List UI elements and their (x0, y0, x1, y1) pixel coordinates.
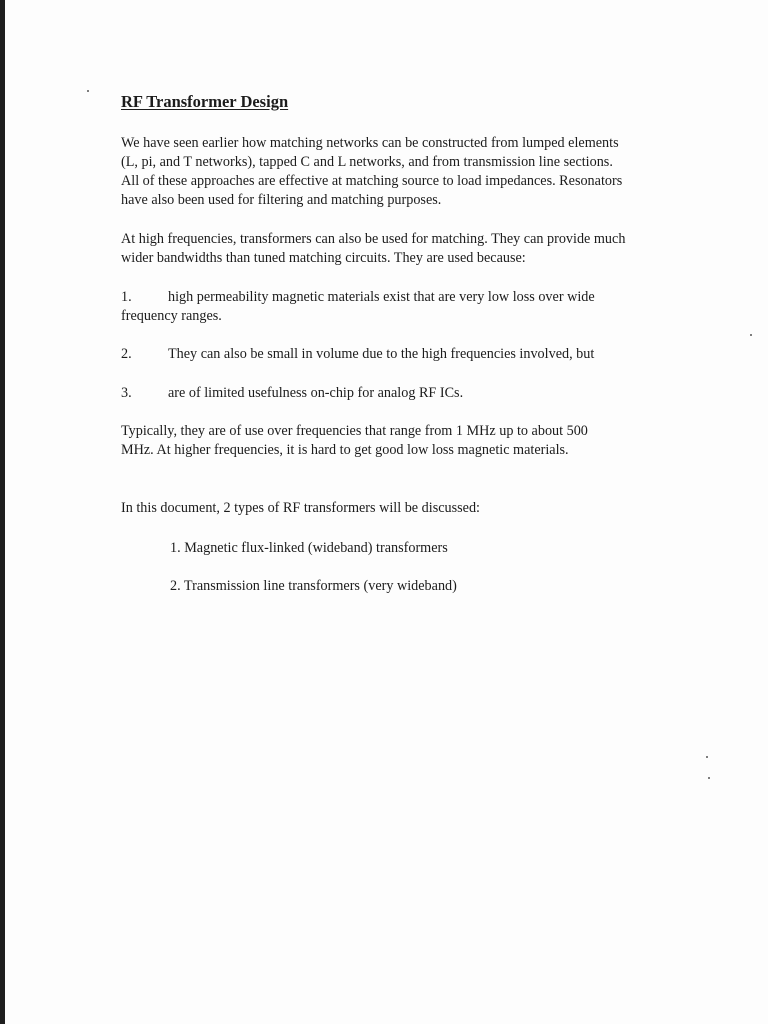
reason-item-2 (121, 345, 594, 364)
reason-text: high permeability magnetic materials exist that are very low loss over wide (168, 289, 595, 305)
type-item-2: 2. Transmission line transformers (very wideband) (170, 578, 457, 594)
scan-speck (87, 90, 89, 92)
typical-line: Typically, they are of use over frequencies that range from 1 MHz up to about 500 (121, 423, 588, 439)
intro-line: All of these approaches are effective at matching source to load impedances. Resonators (121, 173, 623, 189)
reason-continuation: frequency ranges. (121, 308, 222, 324)
high-freq-line: wider bandwidths than tuned matching circuits. They are used because: (121, 250, 526, 266)
reason-item-3 (121, 384, 463, 403)
intro-line: (L, pi, and T networks), tapped C and L networks, and from transmission line sections. (121, 154, 613, 170)
reason-item-1 (121, 288, 595, 307)
intro-line: have also been used for filtering and matching purposes. (121, 192, 442, 208)
scan-speck (708, 777, 710, 779)
type-item-1: 1. Magnetic flux-linked (wideband) transformers (170, 540, 448, 556)
high-freq-line: At high frequencies, transformers can also be used for matching. They can provide much (121, 231, 626, 247)
intro-line: We have seen earlier how matching networks can be constructed from lumped elements (121, 135, 619, 151)
scan-speck (750, 334, 752, 336)
reason-number: 2. (121, 346, 132, 362)
reason-text: are of limited usefulness on-chip for analog RF ICs. (168, 385, 464, 401)
document-title: RF Transformer Design (121, 92, 289, 111)
reason-number: 3. (121, 385, 132, 401)
types-intro: In this document, 2 types of RF transformers will be discussed: (121, 500, 480, 516)
reason-text: They can also be small in volume due to the high frequencies involved, but (168, 346, 595, 362)
typical-line: MHz. At higher frequencies, it is hard to get good low loss magnetic materials. (121, 442, 569, 458)
scan-speck (706, 756, 708, 758)
reason-number: 1. (121, 289, 132, 305)
scan-edge (0, 0, 5, 1024)
